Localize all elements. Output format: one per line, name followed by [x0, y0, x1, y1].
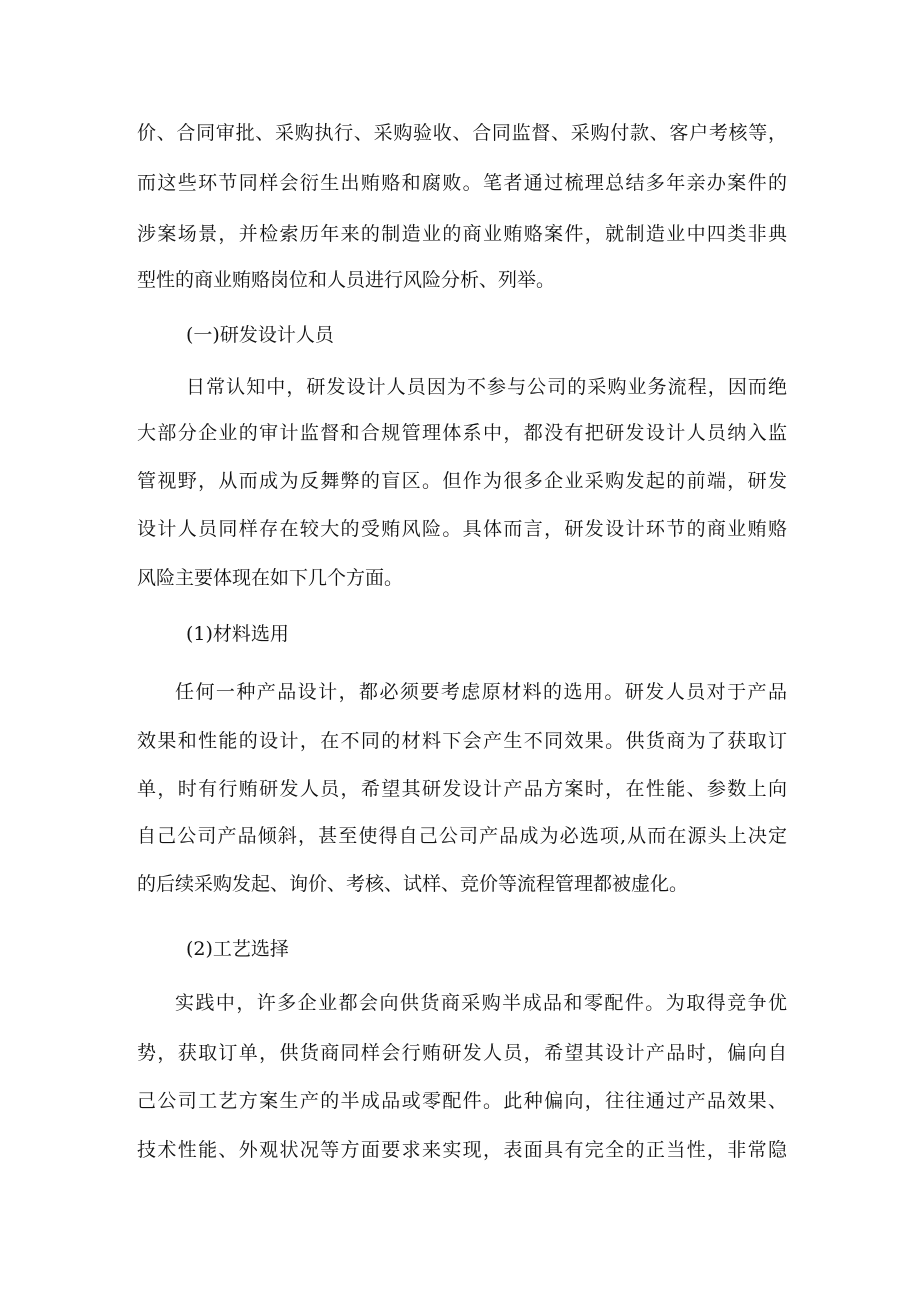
text-line: 实践中，许多企业都会向供货商采购半成品和零配件。为取得竞争优	[175, 992, 787, 1014]
text-line: 势，获取订单，供货商同样会行贿研发人员，希望其设计产品时，偏向自	[137, 1042, 787, 1064]
text-line: 技术性能、外观状况等方面要求来实现，表面具有完全的正当性，非常隐	[137, 1139, 787, 1161]
text-line: 日常认知中，研发设计人员因为不参与公司的采购业务流程，因而绝	[186, 376, 787, 398]
text-line: 的后续采购发起、询价、考核、试样、竞价等流程管理都被虚化。	[137, 873, 689, 895]
text-line: 效果和性能的设计，在不同的材料下会产生不同效果。供货商为了获取订	[137, 730, 787, 752]
subsection-heading: (2)工艺选择	[186, 938, 289, 960]
text-line: 大部分企业的审计监督和合规管理体系中，都没有把研发设计人员纳入监	[137, 422, 787, 444]
text-line: 风险主要体现在如下几个方面。	[137, 567, 404, 589]
text-line: 己公司工艺方案生产的半成品或零配件。此种偏向，往往通过产品效果、	[137, 1090, 787, 1112]
text-line: 单，时有行贿研发人员，希望其研发设计产品方案时，在性能、参数上向	[137, 778, 787, 800]
text-line: 任何一种产品设计，都必须要考虑原材料的选用。研发人员对于产品	[175, 681, 787, 703]
text-line: 型性的商业贿赂岗位和人员进行风险分析、列举。	[137, 269, 556, 291]
text-line: 自己公司产品倾斜，甚至使得自己公司产品成为必选项,从而在源头上决定	[137, 825, 787, 847]
text-line: 涉案场景，并检索历年来的制造业的商业贿赂案件，就制造业中四类非典	[137, 223, 787, 245]
text-line: 管视野，从而成为反舞弊的盲区。但作为很多企业采购发起的前端，研发	[137, 470, 787, 492]
text-line: 价、合同审批、采购执行、采购验收、合同监督、采购付款、客户考核等，	[137, 122, 787, 144]
subsection-heading: (1)材料选用	[186, 623, 289, 645]
text-line: 设计人员同样存在较大的受贿风险。具体而言，研发设计环节的商业贿赂	[137, 518, 787, 540]
text-line: 而这些环节同样会衍生出贿赂和腐败。笔者通过梳理总结多年亲办案件的	[137, 172, 787, 194]
section-heading: (一)研发设计人员	[186, 324, 334, 346]
